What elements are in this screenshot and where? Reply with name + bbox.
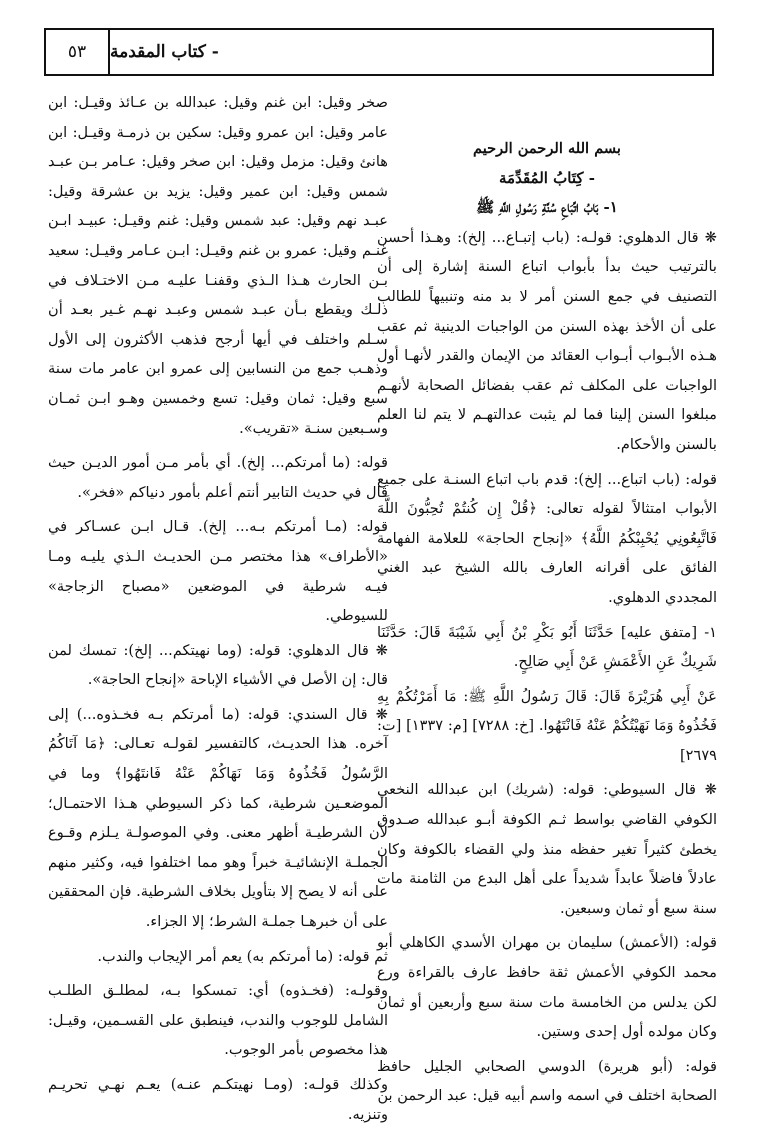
paragraph: قوله: (ما أمرتكم... إلخ). أي بأمر مـن أمور الديـن حيث قال في حديث التابير أنتم أعلم بأمور دنياكم «فخر». bbox=[48, 454, 388, 501]
chapter-title: - كِتَابُ المُقَدِّمَة bbox=[499, 168, 595, 187]
bab-title: ١- بَابُ اتِّبَاعِ سُنَّةِ رَسُولِ اللَّهِ ﷺ bbox=[476, 198, 618, 217]
paragraph: قوله: (مـا أمرتكم بـه... إلخ). قـال ابـن عسـاكر في «الأطراف» هذا مختصر مـن الحديـث الـذي يليـه ومـا فيـه شرطية في الموضعين «مصباح الزجاجة» للسيوطي. bbox=[48, 518, 388, 625]
right-column bbox=[377, 88, 717, 1116]
paragraph: وقولـه: (فخـذوه) أي: تمسكوا بـه، لمطلـق الطلـب الشامل للوجوب والندب، فينطبق على القسـمين، وقيـل: هذا مخصوص بأمر الوجوب. bbox=[48, 982, 388, 1059]
paragraph: ❋ قال الدهلوي: قولـه: (باب إتبـاع... إلخ): وهـذا أحسن بالترتيب حيث بدأ بأبواب اتباع السنة إشارة إلى أن التصنيف في جمع السنن أمر لا بد منه وتنبيهاً للطالب على أن الأخذ بهذه السنن من الواجبات الدينية ثم عقب هـذه الأبـواب أبـواب العقائد من الإيمان والقدر لأنهـا أول الواجبات على المكلف ثم عقب بفضائل الصحابة لأنهـم مبلغوا السنن إلينا فما لم يثبت عدالتهـم لا يتم لنا العلم بالسنن والأحكام. bbox=[377, 228, 717, 453]
paragraph: قوله: (الأعمش) سليمان بن مهران الأسدي الكاهلي أبو محمد الكوفي الأعمش ثقة حافظ عارف بالقراءة ورع لكن يدلس من الخامسة مات سنة سبع وأربعين أو ثمان وكان مولده أول إحدى وستين. bbox=[377, 934, 717, 1041]
paragraph: ثم قوله: (ما أمرتكم به) يعم أمر الإيجاب والندب. bbox=[97, 947, 388, 965]
page-header bbox=[44, 28, 714, 76]
paragraph: ❋ قال السندي: قوله: (ما أمرتكم بـه فخـذوه...) إلى آخره. هذا الحديـث، كالتفسير لقولـه تعـالى: ﴿مَا آتَاكُمُ الرَّسُولُ فَخُذُوهُ وَمَا نَهَاكُمْ عَنْهُ فَانتَهُوا﴾ وما في الموضعـين شرطية، كما ذكر السيوطي هـذا الاحتمـال؛ لأن الشرطيـة أظهر معنى. وفي الموصولـة يـلزم وقـوع الجملـة الإنشائيـة خبراً وهو مما اختلفوا فيه، وكثير منهم على أنه لا يصح إلا بتأويل بخلاف الشرطية. فإن المحققين على أن خبرهـا جملـة الشرط؛ إلا الجزاء. bbox=[48, 705, 388, 931]
left-column bbox=[48, 88, 388, 1134]
page-number: ٥٣ bbox=[46, 30, 110, 74]
paragraph: ❋ قال الدهلوي: قوله: (وما نهيتكم... إلخ): تمسك لمن قال: إن الأصل في الأشياء الإباحة «إنجاح الحاجة». bbox=[48, 641, 388, 689]
paragraph: عَنْ أَبِي هُرَيْرَةَ قَالَ: قَالَ رَسُولُ اللَّهِ ﷺ: مَا أَمَرْتُكُمْ بِهِ فَخُذُوهُ وَمَا نَهَيْتُكُمْ عَنْهُ فَانْتَهُوا. [خ: ٧٢٨٨] [م: ١٣٣٧] [ت: ٢٦٧٩] bbox=[377, 687, 717, 764]
paragraph: ❋ قال السيوطي: قوله: (شريك) ابن عبدالله النخعي الكوفي القاضي بواسط ثـم الكوفة أبـو عبدالله صـدوق يخطئ كثيراً تغير حفظه منذ ولي القضاء بالكوفة وكان عادلاً فاضلاً عابداً شديداً على أهل البدع من الثامنة مات سنة سبع أو ثمان وسبعين. bbox=[377, 781, 717, 917]
basmala: بسم الله الرحمن الرحيم bbox=[472, 140, 621, 157]
paragraph: وكذلك قولـه: (ومـا نهيتكـم عنـه) يعـم نهـي تحريـم وتنزيه. bbox=[48, 1076, 388, 1123]
paragraph: صخر وقيل: ابن غنم وقيل: عبدالله بن عـائذ وقيـل: ابن عامر وقيل: ابن عمرو وقيل: سكين بن ذرمـة وقيـل: ابن هانئ وقيل: مزمل وقيل: ابن صخر وقيل: عـامر بـن عبـد شمس وقيل: ابن عمير وقيل: يزيد بن عشرقة وقيل: عبـد نهم وقيل: عبد شمس وقيل: غنم وقيـل: عبيـد ابـن غنـم وقيل: عمرو بن غنم وقيـل: ابـن عـامر وقيـل: سعيد بـن الحارث هـذا الـذي وقفنـا عليـه مـن الاختـلاف في ذلـك ويقطع بـأن عبـد شمس وعبـد نهـم غـير بعـد أن سـلم واختلف في أيها أرجح فذهب الأكثرون إلى الأول وذهـب جمع من النسابين إلى عمرو ابن عامر مات سنة سبع وقيل: ثمان وقيل: تسع وخمسين وهـو ابـن ثمـان وسـبعين سنـة «تقريب». bbox=[48, 94, 388, 437]
paragraph: قوله: (أبو هريرة) الدوسي الصحابي الجليل حافظ الصحابة اختلف في اسمه واسم أبيه قيل: عبد الرحمن بن bbox=[377, 1057, 717, 1105]
paragraph: قوله: (باب اتباع... إلخ): قدم باب اتباع السنـة على جميع الأبواب امتثالاً لقوله تعالى: ﴿قُلْ إِن كُنتُمْ تُحِبُّونَ اللَّهَ فَاتَّبِعُونِي يُحْبِبْكُمُ اللَّهُ﴾ «إنجاح الحاجة» للعلامة الفهامة الفائق على أقرانه العارف بالله الشيخ عبد الغني المجددي الدهلوي. bbox=[377, 470, 717, 606]
book-title: - كتاب المقدمة bbox=[110, 42, 219, 62]
paragraph: ١- [متفق عليه] حَدَّثَنَا أَبُو بَكْرِ بْنُ أَبِي شَيْبَةَ قَالَ: حَدَّثَنَا شَرِيكٌ عَنِ الأَعْمَشِ عَنْ أَبِي صَالِحٍ. bbox=[377, 623, 717, 671]
